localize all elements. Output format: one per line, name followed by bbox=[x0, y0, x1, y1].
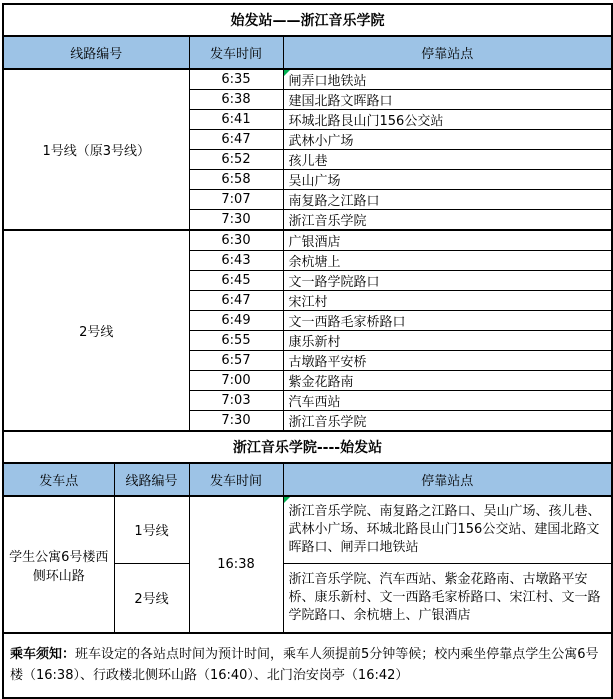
time-cell: 7:03 bbox=[189, 391, 283, 411]
stop-cell: 余杭塘上 bbox=[283, 251, 612, 271]
stop-cell: 文一路学院路口 bbox=[283, 271, 612, 291]
header-departure-time: 发车时间 bbox=[189, 463, 283, 496]
stop-cell: 浙江音乐学院 bbox=[283, 411, 612, 432]
header-stops: 停靠站点 bbox=[283, 463, 612, 496]
table-row bbox=[3, 230, 612, 251]
text-format-flag-icon bbox=[284, 70, 290, 76]
section2-header-row bbox=[3, 463, 612, 496]
time-cell: 6:43 bbox=[189, 251, 283, 271]
section2-title-row bbox=[3, 431, 612, 463]
time-cell: 6:30 bbox=[189, 230, 283, 251]
time-cell: 6:47 bbox=[189, 130, 283, 150]
time-cell: 6:49 bbox=[189, 311, 283, 331]
departure-point: 学生公寓6号楼西侧环山路 bbox=[3, 496, 114, 633]
shuttle-timetable bbox=[2, 3, 613, 699]
header-line-number: 线路编号 bbox=[3, 36, 189, 69]
time-cell: 6:58 bbox=[189, 170, 283, 190]
time-cell: 6:38 bbox=[189, 90, 283, 110]
section1-header-row bbox=[3, 36, 612, 69]
line2-name: 2号线 bbox=[114, 563, 189, 633]
time-cell: 6:57 bbox=[189, 351, 283, 371]
table-row bbox=[3, 496, 612, 563]
time-cell: 7:30 bbox=[189, 210, 283, 231]
stop-cell: 古墩路平安桥 bbox=[283, 351, 612, 371]
stop-cell: 紫金花路南 bbox=[283, 371, 612, 391]
stop-cell: 武林小广场 bbox=[283, 130, 612, 150]
header-departure-time: 发车时间 bbox=[189, 36, 283, 69]
stop-cell: 环城北路艮山门156公交站 bbox=[283, 110, 612, 130]
stop-cell: 汽车西站 bbox=[283, 391, 612, 411]
line1-name: 1号线 bbox=[114, 496, 189, 563]
notice-text: 班车设定的各站点时间为预计时间，乘车人须提前5分钟等候；校内乘坐停靠点学生公寓6号楼（16:38）、行政楼北侧环山路（16:40）、北门治安岗亭（16:42） bbox=[10, 646, 599, 683]
stop-cell: 广银酒店 bbox=[283, 230, 612, 251]
time-cell: 6:35 bbox=[189, 69, 283, 90]
time-cell: 6:55 bbox=[189, 331, 283, 351]
time-cell: 6:41 bbox=[189, 110, 283, 130]
time-cell: 6:45 bbox=[189, 271, 283, 291]
notice-row bbox=[3, 633, 612, 698]
stop-cell: 建国北路文晖路口 bbox=[283, 90, 612, 110]
departure-time: 16:38 bbox=[189, 496, 283, 633]
header-departure-point: 发车点 bbox=[3, 463, 114, 496]
time-cell: 7:07 bbox=[189, 190, 283, 210]
section2-title: 浙江音乐学院----始发站 bbox=[3, 431, 612, 463]
stops-list bbox=[283, 496, 612, 563]
line1-name: 1号线（原3号线） bbox=[3, 69, 189, 230]
stop-cell: 浙江音乐学院 bbox=[283, 210, 612, 231]
line2-name: 2号线 bbox=[3, 230, 189, 431]
stop-cell: 孩儿巷 bbox=[283, 150, 612, 170]
header-line-number: 线路编号 bbox=[114, 463, 189, 496]
header-stops: 停靠站点 bbox=[283, 36, 612, 69]
stop-name: 闸弄口地铁站 bbox=[288, 74, 367, 89]
section1-title-row bbox=[3, 4, 612, 36]
time-cell: 7:30 bbox=[189, 411, 283, 432]
stop-cell bbox=[283, 69, 612, 90]
section1-title: 始发站——浙江音乐学院 bbox=[3, 4, 612, 36]
table-row bbox=[3, 69, 612, 90]
stop-cell: 文一西路毛家桥路口 bbox=[283, 311, 612, 331]
stops-text: 浙江音乐学院、南复路之江路口、吴山广场、孩儿巷、武林小广场、环城北路艮山门156公交站、建国北路文晖路口、闸弄口地铁站 bbox=[288, 504, 601, 555]
time-cell: 6:47 bbox=[189, 291, 283, 311]
stop-cell: 宋江村 bbox=[283, 291, 612, 311]
stop-cell: 吴山广场 bbox=[283, 170, 612, 190]
notice-label: 乘车须知： bbox=[10, 646, 76, 662]
stop-cell: 康乐新村 bbox=[283, 331, 612, 351]
stop-cell: 南复路之江路口 bbox=[283, 190, 612, 210]
time-cell: 7:00 bbox=[189, 371, 283, 391]
text-format-flag-icon bbox=[284, 497, 290, 503]
notice bbox=[3, 633, 612, 698]
stops-list: 浙江音乐学院、汽车西站、紫金花路南、古墩路平安桥、康乐新村、文一西路毛家桥路口、宋江村、文一路学院路口、余杭塘上、广银酒店 bbox=[283, 563, 612, 633]
time-cell: 6:52 bbox=[189, 150, 283, 170]
timetable-sheet bbox=[2, 3, 611, 699]
